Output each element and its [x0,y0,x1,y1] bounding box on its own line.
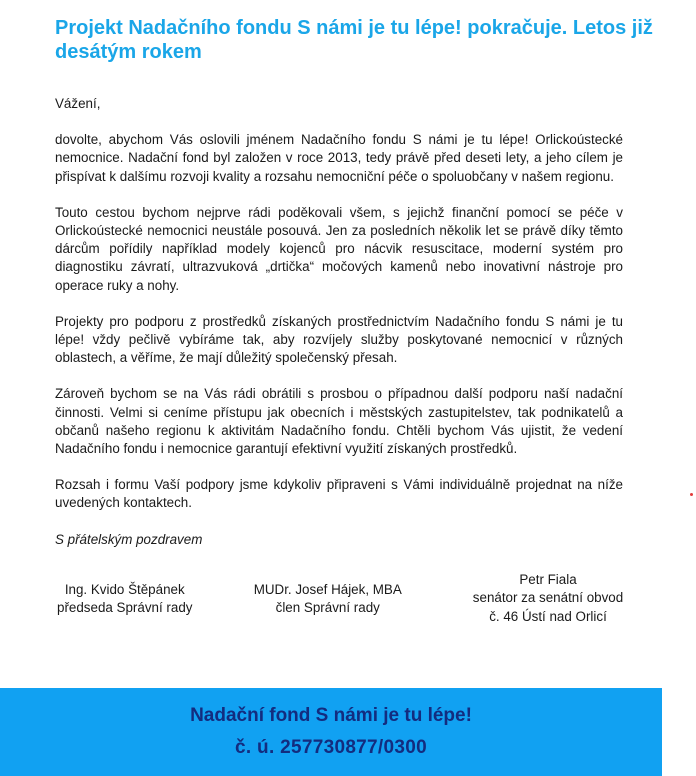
closing: S přátelským pozdravem [55,531,203,547]
paragraph-projects: Projekty pro podporu z prostředků získaných prostřednictvím Nadačního fondu S námi je tu lépe! vždy pečlivě vybíráme tak, aby rozvíjely služby poskytované nemocnicí v různých oblastech, a věříme, že mají důležitý společenský přesah. [55,313,623,366]
signature-role-district: č. 46 Ústí nad Orlicí [489,608,607,624]
signature-role: předseda Správní rady [57,600,193,616]
paragraph-request: Zároveň bychom se na Vás rádi obrátili s prosbou o případnou další podporu naší nadační činnosti. Velmi si ceníme přístupu jak obecních i městských zastupitelstev, tak podnikatelů a občanů našeho regionu k aktivitám Nadačního fondu. Chtěli bychom Vás ujistit, že vedení Nadačního fondu i nemocnice garantují efektivní využití získaných prostředků. [55,386,623,457]
salutation: Vážení, [55,96,101,111]
signature-board-member [254,581,402,626]
paragraph-thanks: Touto cestou bychom nejprve rádi poděkovali všem, s jejichž finanční pomocí se péče v Orlickoústecké nemocnici neustále posouvá. Jen za posledních několik let se právě díky těmto dárcům pořídily například modely kojenců pro nácvik resuscitace, moderní systém pro diagnostiku závratí, ultrazvuková „drtička“ močových kamenů nebo inovativní nástroje pro operace ruky a nohy. [55,204,623,293]
signature-role: senátor za senátní obvod [472,590,624,606]
signature-name: Petr Fiala [519,571,577,587]
signatures [55,571,623,626]
footer-banner [0,688,662,776]
footer-fund-name: Nadační fond S námi je tu lépe! [190,705,472,726]
paragraph-intro: dovolte, abychom Vás oslovili jménem Nadačního fondu S námi je tu lépe! Orlickoústecké nemocnice. Nadační fond byl založen v roce 2013, tedy právě před deseti lety, a jeho cílem je přispívat k dalšímu rozvoji kvality a rozsahu nemocniční péče o spoluobčany v našem regionu. [55,132,623,184]
red-dot-mark [690,493,693,496]
signature-chairman [57,581,192,626]
footer-account-number: č. ú. 257730877/0300 [235,737,427,758]
page-title: Projekt Nadačního fondu S námi je tu lépe! pokračuje. Letos již desátým rokem [55,17,653,63]
paragraph-contact: Rozsah i formu Vaší podpory jsme kdykoliv připraveni s Vámi individuálně projednat na níže uvedených kontaktech. [55,477,623,511]
signature-name: MUDr. Josef Hájek, MBA [253,581,402,597]
signature-role: člen Správní rady [275,600,380,616]
signature-senator [463,571,633,626]
signature-name: Ing. Kvido Štěpánek [64,581,185,597]
letter-body [55,95,623,626]
